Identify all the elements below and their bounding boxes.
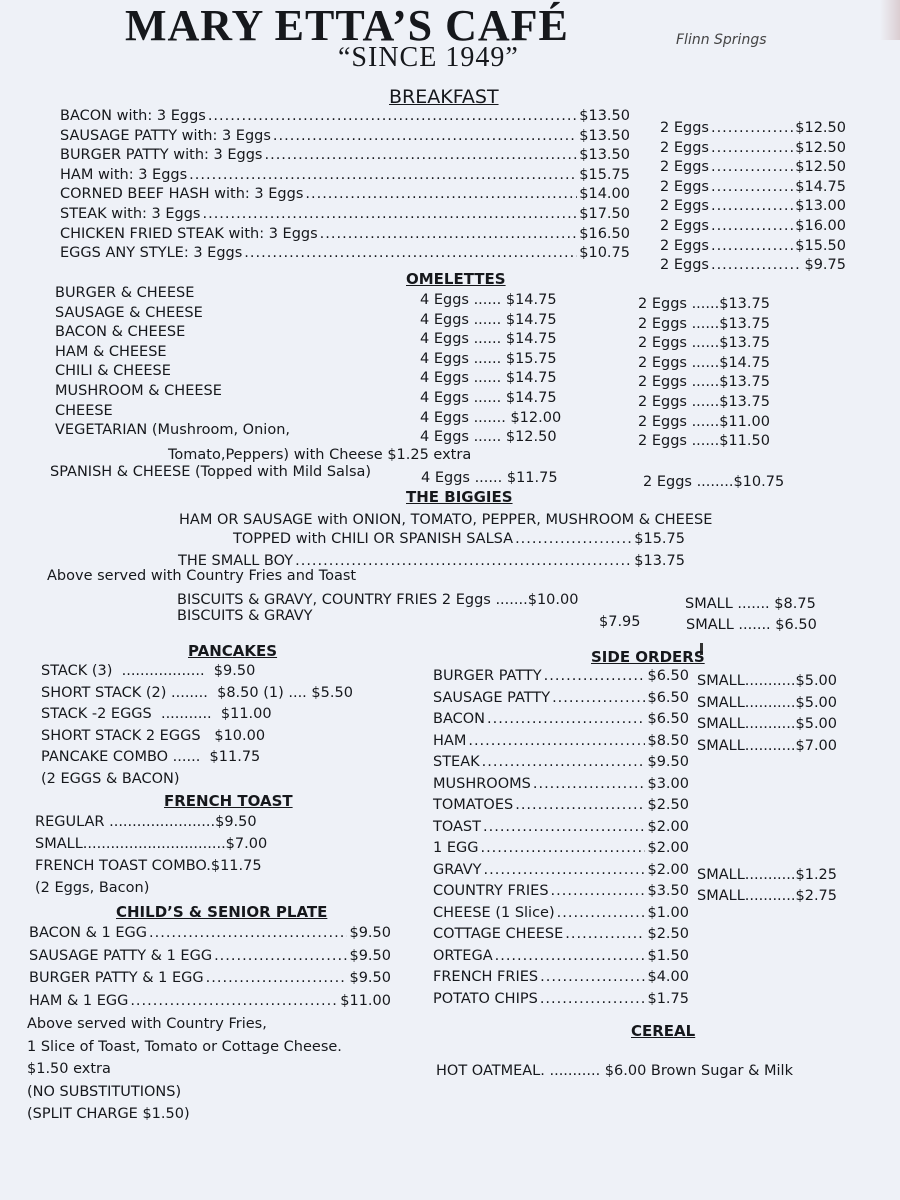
breakfast-two-egg-item [660,237,846,257]
side-order-small: SMALL...........$1.25 [697,866,838,883]
breakfast-item-name: CHICKEN FRIED STEAK with: 3 Eggs [60,225,318,242]
breakfast-item-price: $17.50 [579,205,630,222]
omelette-four-egg-label: 4 Eggs ...... [420,350,502,367]
omelette-two-egg-item [638,432,770,452]
side-order-small [697,844,837,866]
omelette-four-egg-label: 4 Eggs ...... [420,429,502,446]
child-senior-list [29,924,391,1014]
breakfast-item [60,185,630,205]
side-order-item-price: $2.00 [647,861,689,878]
omelette-two-egg-label: 2 Eggs ...... [638,315,720,332]
child-senior-note: 1 Slice of Toast, Tomato or Cottage Cheese. [27,1038,342,1055]
breakfast-two-egg-price: $12.50 [795,139,846,156]
breakfast-two-egg-label: 2 Eggs [660,178,709,195]
side-order-item [433,861,689,883]
side-order-item-price: $1.00 [647,904,689,921]
biggies-topped-name: TOPPED with CHILI OR SPANISH SALSA [233,531,514,547]
breakfast-list [60,107,630,264]
side-order-item-name: GRAVY [433,861,482,878]
side-order-item-name: SAUSAGE PATTY [433,689,551,706]
omelette-two-egg-label: 2 Eggs ...... [638,374,720,391]
side-order-small [697,930,837,952]
small-boy-price: $13.75 [634,553,685,569]
side-orders-small-list [697,672,837,1016]
side-order-item-name: POTATO CHIPS [433,990,538,1007]
omelette-two-egg-label: 2 Eggs ...... [638,335,720,352]
breakfast-two-egg-item [660,178,846,198]
cafe-location: Flinn Springs [676,32,767,48]
side-order-item [433,667,689,689]
breakfast-two-egg-item [660,158,846,178]
breakfast-two-egg-item [660,197,846,217]
side-order-item-name: 1 EGG [433,840,479,856]
side-order-item [433,947,689,969]
biscuits-gravy-1-small-price: $8.75 [774,596,816,612]
pancake-item: STACK -2 EGGS ........... $11.00 [41,706,272,722]
side-order-item [433,882,689,904]
since-year: “SINCE 1949” [338,42,519,73]
french-toast-list [35,813,267,901]
side-order-small [697,780,837,802]
omelette-two-egg-label: 2 Eggs ...... [638,354,720,371]
spanish-omelette-name: SPANISH & CHEESE (Topped with Mild Salsa) [50,464,372,480]
breakfast-item [60,107,630,127]
breakfast-two-egg-price: $9.75 [804,257,846,274]
omelette-two-egg-item [638,393,770,413]
breakfast-two-egg-label: 2 Eggs [660,237,709,254]
omelette-two-egg-price: $14.75 [719,354,770,371]
omelette-two-egg-price: $11.00 [719,413,770,430]
side-order-item-price: $3.00 [647,775,689,792]
breakfast-item-name: BURGER PATTY with: 3 Eggs [60,147,263,164]
child-senior-item-price: $11.00 [340,992,391,1009]
omelette-four-egg-price: $14.75 [505,331,557,348]
biscuits-gravy-2-small-label: SMALL ....... [686,617,771,633]
side-order-item-name: MUSHROOMS [433,775,531,792]
biggies-topped [233,530,685,548]
omelette-four-egg-item [420,291,561,311]
breakfast-two-egg-item [660,119,846,139]
omelette-names [55,284,290,441]
biscuits-gravy-2-small [686,616,817,634]
pancake-item: SHORT STACK 2 EGGS $10.00 [41,727,266,744]
breakfast-two-egg-label: 2 Eggs [660,159,709,176]
side-order-small: SMALL...........$5.00 [697,716,838,732]
breakfast-two-egg-label: 2 Eggs [660,257,709,274]
french-toast-item: SMALL...............................$7.00 [35,836,268,852]
breakfast-item-price: $15.75 [579,166,630,183]
breakfast-item-name: SAUSAGE PATTY with: 3 Eggs [60,127,271,144]
hot-oatmeal-price: $6.00 Brown Sugar & Milk [604,1063,793,1079]
omelette-two-egg-label: 2 Eggs ...... [638,393,720,410]
side-order-small: SMALL...........$5.00 [697,694,838,711]
breakfast-two-egg-price: $14.75 [795,178,846,195]
side-order-small [697,995,837,1017]
omelette-four-egg-item [420,409,561,429]
side-order-item [433,925,689,947]
breakfast-item-price: $13.50 [579,127,630,144]
spanish-four-price: $11.75 [506,470,558,486]
side-order-item-price: $9.50 [647,754,689,770]
side-order-small [697,909,837,931]
side-order-item-price: $2.50 [647,797,689,813]
breakfast-two-egg-label: 2 Eggs [660,217,709,234]
breakfast-item [60,244,630,264]
omelette-four-egg-price: $12.50 [505,429,557,446]
biscuits-gravy-2-small-price: $6.50 [775,617,817,633]
breakfast-item-price: $16.50 [579,225,630,242]
side-order-item-name: BACON [433,711,485,727]
breakfast-item-price: $13.50 [579,147,630,164]
omelette-name: CHEESE [55,402,113,419]
french-toast-item: (2 Eggs, Bacon) [35,880,150,896]
child-senior-item [29,992,391,1015]
omelette-four-egg-price: $14.75 [505,311,557,328]
spanish-two-egg [643,473,784,491]
biscuits-gravy-2-price: $7.95 [599,614,641,630]
omelette-four-egg-item [420,369,561,389]
side-order-small: SMALL...........$2.75 [697,888,838,904]
omelette-name: BACON & CHEESE [55,324,186,341]
child-senior-item-name: BURGER PATTY & 1 EGG [29,970,204,986]
side-order-item-price: $1.75 [647,990,689,1007]
breakfast-two-egg-price: $12.50 [795,120,846,136]
omelette-two-egg-price: $13.75 [719,393,770,410]
omelette-four-egg-label: 4 Eggs ...... [420,389,502,406]
pancakes-list [41,662,353,791]
pancake-item: STACK (3) .................. $9.50 [41,663,256,679]
omelette-four-egg-price: $14.75 [505,292,557,308]
biscuits-gravy-1-small [685,595,816,613]
breakfast-item [60,225,630,245]
biscuits-gravy-2-name: BISCUITS & GRAVY [177,608,313,624]
side-order-item [433,904,689,926]
breakfast-two-egg-item [660,217,846,237]
omelette-two-egg-item [638,413,770,433]
side-order-item [433,968,689,990]
breakfast-heading: BREAKFAST [389,86,499,108]
omelette-four-egg [420,291,561,448]
side-order-item [433,990,689,1012]
french-toast-item: FRENCH TOAST COMBO.$11.75 [35,858,262,874]
child-senior-item [29,947,391,970]
omelette-two-egg-price: $13.75 [719,296,770,312]
breakfast-item [60,205,630,225]
side-order-item [433,796,689,818]
omelette-four-egg-item [420,311,561,331]
breakfast-item-name: CORNED BEEF HASH with: 3 Eggs [60,186,304,203]
side-order-item-price: $1.50 [647,947,689,964]
side-order-item-name: CHEESE (1 Slice) [433,904,555,921]
child-senior-heading: CHILD’S & SENIOR PLATE [116,903,328,921]
omelette-two-egg-item [638,315,770,335]
omelette-name: MUSHROOM & CHEESE [55,382,222,399]
side-order-small: SMALL...........$7.00 [697,737,838,754]
hot-oatmeal-name: HOT OATMEAL. ........... [436,1063,601,1079]
omelette-two-egg-price: $13.75 [719,374,770,391]
omelette-four-egg-price: $14.75 [505,370,557,387]
omelette-name: SAUSAGE & CHEESE [55,304,203,321]
breakfast-two-egg-price: $12.50 [795,159,846,176]
side-order-item [433,775,689,797]
omelette-name: VEGETARIAN (Mushroom, Onion, [55,422,290,439]
breakfast-item-price: $10.75 [579,245,630,262]
omelette-four-egg-item [420,350,561,370]
breakfast-two-egg-price: $15.50 [795,237,846,254]
biggies-description: HAM OR SAUSAGE with ONION, TOMATO, PEPPER, MUSHROOM & CHEESE [179,512,713,528]
breakfast-item [60,127,630,147]
side-order-small [697,801,837,823]
small-boy-name: THE SMALL BOY [178,553,294,569]
omelette-two-egg-item [638,373,770,393]
spanish-two-price: $10.75 [733,474,785,490]
omelette-two-egg-item [638,295,770,315]
side-order-item [433,818,689,840]
side-order-item-name: STEAK [433,754,480,770]
side-order-item [433,710,689,732]
breakfast-two-egg-label: 2 Eggs [660,139,709,156]
child-senior-item-price: $9.50 [349,925,391,941]
biggies-note: Above served with Country Fries and Toast [47,568,357,584]
child-senior-note: (NO SUBSTITUTIONS) [27,1083,182,1100]
omelettes-heading: OMELETTES [406,270,506,288]
breakfast-item-price: $14.00 [579,186,630,203]
breakfast-item [60,166,630,186]
side-order-item-price: $2.50 [647,926,689,942]
side-order-item-price: $4.00 [647,969,689,985]
omelette-four-egg-price: $12.00 [510,409,562,426]
side-order-item-name: ORTEGA [433,947,493,964]
omelette-name: BURGER & CHEESE [55,285,195,301]
biscuits-gravy-1-price: $10.00 [527,592,579,608]
omelette-two-egg-price: $11.50 [719,433,770,450]
omelette-four-egg-label: 4 Eggs ...... [420,311,502,328]
child-senior-note: (SPLIT CHARGE $1.50) [27,1106,190,1122]
side-order-small [697,758,837,780]
side-order-item-price: $6.50 [647,689,689,706]
omelette-two-egg-item [638,334,770,354]
side-order-item-price: $2.00 [647,840,689,856]
side-order-item-price: $6.50 [647,711,689,727]
spanish-two-label: 2 Eggs ........ [643,474,734,490]
photo-edge-shadow [880,0,900,40]
omelette-four-egg-label: 4 Eggs ...... [420,292,502,308]
biggies-heading: THE BIGGIES [406,488,513,506]
breakfast-two-egg-price: $16.00 [795,217,846,234]
omelette-four-egg-price: $15.75 [505,350,557,367]
biscuits-gravy-1-small-label: SMALL ....... [685,596,770,612]
pancake-item: SHORT STACK (2) ........ $8.50 (1) .... $5.50 [41,684,353,701]
side-order-item-name: COUNTRY FRIES [433,883,549,899]
omelette-two-egg-price: $13.75 [719,315,770,332]
child-senior-item-price: $9.50 [349,970,391,986]
breakfast-two-egg-item [660,139,846,159]
omelette-two-egg-label: 2 Eggs ...... [638,413,720,430]
breakfast-item-name: STEAK with: 3 Eggs [60,205,201,222]
omelette-two-egg-label: 2 Eggs ...... [638,296,720,312]
side-order-item-name: TOAST [433,818,481,835]
side-order-item-price: $6.50 [647,668,689,684]
side-order-item-price: $8.50 [647,732,689,749]
cereal-heading: CEREAL [631,1022,696,1040]
side-order-item [433,689,689,711]
breakfast-item [60,146,630,166]
child-senior-item-name: HAM & 1 EGG [29,992,129,1009]
side-order-item [433,839,689,861]
pancake-item: (2 EGGS & BACON) [41,770,180,787]
pancakes-heading: PANCAKES [188,642,278,660]
spanish-four-egg [421,469,558,487]
omelette-name: CHILI & CHEESE [55,363,171,380]
side-order-item-price: $3.50 [647,883,689,899]
side-order-small [697,823,837,845]
spanish-four-label: 4 Eggs ...... [421,470,503,486]
breakfast-two-egg-item [660,256,846,276]
side-orders-list [433,667,689,1011]
omelette-four-egg-label: 4 Eggs ...... [420,370,502,387]
french-toast-heading: FRENCH TOAST [164,792,293,810]
omelette-four-egg-label: 4 Eggs ...... [420,331,502,348]
side-order-item [433,732,689,754]
side-order-item-name: FRENCH FRIES [433,969,539,985]
child-senior-notes [27,1015,342,1128]
omelette-four-egg-item [420,330,561,350]
side-order-small [697,952,837,974]
child-senior-note: $1.50 extra [27,1061,111,1077]
omelette-four-egg-label: 4 Eggs ....... [420,409,506,426]
breakfast-two-egg-label: 2 Eggs [660,120,709,136]
breakfast-two-egg-list [660,119,846,276]
child-senior-item-price: $9.50 [349,947,391,964]
breakfast-item-price: $13.50 [579,108,630,124]
omelette-two-egg-item [638,354,770,374]
breakfast-item-name: EGGS ANY STYLE: 3 Eggs [60,245,243,262]
vegetarian-note: Tomato,Peppers) with Cheese $1.25 extra [168,447,472,463]
breakfast-two-egg-price: $13.00 [795,198,846,215]
omelette-two-egg-label: 2 Eggs ...... [638,433,720,450]
side-order-item-name: TOMATOES [433,797,514,813]
omelette-two-egg-price: $13.75 [719,335,770,352]
side-orders-heading: SIDE ORDERS [591,648,705,666]
omelette-name: HAM & CHEESE [55,343,167,360]
omelette-two-egg [638,295,770,452]
omelette-four-egg-item [420,389,561,409]
side-order-item [433,753,689,775]
biggies-topped-price: $15.75 [634,531,685,547]
child-senior-item [29,969,391,992]
child-senior-item [29,924,391,947]
breakfast-two-egg-label: 2 Eggs [660,198,709,215]
french-toast-item: REGULAR .......................$9.50 [35,814,257,830]
child-senior-note: Above served with Country Fries, [27,1016,267,1032]
side-order-item-name: HAM [433,732,467,749]
breakfast-item-name: HAM with: 3 Eggs [60,166,188,183]
side-order-item-name: COTTAGE CHEESE [433,926,564,942]
side-order-item-price: $2.00 [647,818,689,835]
side-order-small: SMALL...........$5.00 [697,673,838,689]
breakfast-item-name: BACON with: 3 Eggs [60,108,206,124]
side-order-small [697,973,837,995]
biscuits-gravy-1-name: BISCUITS & GRAVY, COUNTRY FRIES 2 Eggs ....... [177,592,528,608]
hot-oatmeal [436,1062,793,1080]
side-order-item-name: BURGER PATTY [433,668,542,684]
child-senior-item-name: BACON & 1 EGG [29,925,147,941]
omelette-four-egg-item [420,428,561,448]
cafe-name: MARY ETTA’S CAFÉ [125,1,569,50]
child-senior-item-name: SAUSAGE PATTY & 1 EGG [29,947,213,964]
omelette-four-egg-price: $14.75 [505,389,557,406]
pancake-item: PANCAKE COMBO ...... $11.75 [41,749,261,765]
